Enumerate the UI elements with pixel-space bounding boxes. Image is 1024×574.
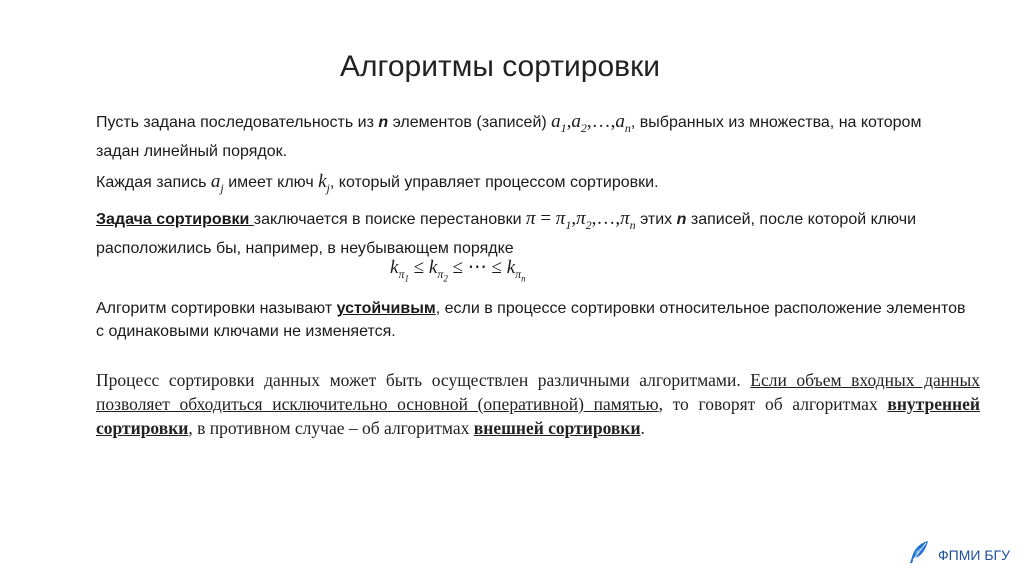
p5-text-before: Процесс сортировки данных может быть осуществлен различными алгоритмами. xyxy=(96,370,751,390)
p3-text-after: записей, после которой ключи расположились бы, например, в неубывающем порядке xyxy=(96,211,917,257)
p2-text-mid: имеет ключ xyxy=(228,174,319,191)
p1-text-before: Пусть задана последовательность из xyxy=(96,114,379,131)
p2-text-before: Каждая запись xyxy=(96,174,211,191)
p1-text-after: , выбранных из множества, на котором задан линейный порядок. xyxy=(96,114,922,160)
p5-underlined: Если объем входных данных позволяет обходиться исключительно основной (оперативной) памятью xyxy=(96,370,980,414)
ordering-formula: $k_{\pi_1} \le k_{\pi_2}$ ≤ ⋯ ≤ $k_{\pi_n}$ xyxy=(390,257,526,284)
p5-text-mid: , то говорят об алгоритмах xyxy=(658,394,888,414)
stable-term: устойчивым xyxy=(336,300,436,317)
paragraph-internal-external xyxy=(96,368,980,440)
paragraph-key xyxy=(96,170,956,200)
footer-label: ФПМИ БГУ xyxy=(938,546,1010,563)
p3-text-mid: этих xyxy=(640,211,677,228)
feather-icon xyxy=(906,539,932,570)
sequence-formula: $a_1,a_2,\dots,a_n$ xyxy=(551,111,631,135)
paragraph-stable xyxy=(96,297,976,343)
p5-text-end: . xyxy=(640,418,645,438)
task-label: Задача сортировки xyxy=(96,211,254,228)
key-k-j: $k_j$ xyxy=(318,171,330,195)
p4-text-after: , если в процессе сортировки относительное расположение элементов с одинаковыми ключами не изменяется. xyxy=(96,300,966,340)
footer-logo xyxy=(906,539,1010,570)
p2-text-after: , который управляет процессом сортировки. xyxy=(329,174,659,191)
record-a-j: $a_j$ xyxy=(210,171,224,195)
p1-text-mid: элементов (записей) xyxy=(388,114,552,131)
external-sort-term: внешней сортировки xyxy=(473,418,641,438)
p1-n: n xyxy=(378,114,389,131)
paragraph-sequence xyxy=(96,110,956,163)
p3-n: n xyxy=(676,211,687,228)
paragraph-task xyxy=(96,207,976,260)
p4-text-before: Алгоритм сортировки называют xyxy=(96,300,337,317)
permutation-formula: $\pi = \pi_1,\pi_2,\dots,\pi_n$ xyxy=(526,208,636,232)
internal-sort-term: внутренней сортировки xyxy=(96,394,980,438)
slide-title: Алгоритмы сортировки xyxy=(340,50,660,83)
p5-text-mid2: , в противном случае – об алгоритмах xyxy=(188,418,474,438)
p3-text-before: заключается в поиске перестановки xyxy=(253,211,527,228)
